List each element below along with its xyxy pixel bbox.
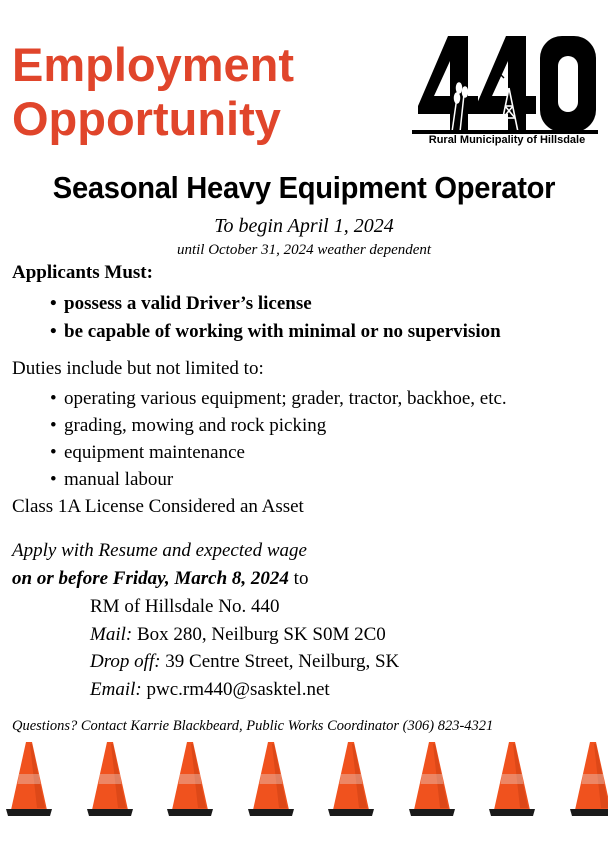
job-title: Seasonal Heavy Equipment Operator [52, 170, 556, 205]
start-date: To begin April 1, 2024 [214, 215, 394, 237]
requirement-item: • possess a valid Driver’s license [50, 290, 501, 318]
recipient: RM of Hillsdale No. 440 [90, 596, 280, 617]
deadline-date: on or before Friday, March 8, 2024 [12, 568, 289, 589]
duty-item: • grading, mowing and rock picking [50, 412, 507, 439]
traffic-cone-icon [246, 740, 296, 818]
requirements-heading: Applicants Must: [12, 262, 153, 283]
requirements-list [50, 290, 501, 346]
duty-item: • equipment maintenance [50, 439, 507, 466]
headline-line-2: Opportunity [12, 92, 281, 145]
traffic-cone-icon [4, 740, 54, 818]
traffic-cone-icon [85, 740, 135, 818]
traffic-cone-icon [326, 740, 376, 818]
traffic-cone-icon [568, 740, 608, 818]
requirement-item: • be capable of working with minimal or no supervision [50, 318, 501, 346]
email-value: pwc.rm440@sasktel.net [141, 679, 330, 700]
headline [12, 38, 294, 146]
traffic-cone-icon [165, 740, 215, 818]
email-label: Email: [90, 679, 142, 700]
duties-heading: Duties include but not limited to: [12, 358, 264, 379]
deadline-suffix: to [288, 568, 309, 589]
traffic-cone-icon [487, 740, 537, 818]
dropoff-address [90, 651, 399, 673]
duty-item: • operating various equipment; grader, tractor, backhoe, etc. [50, 385, 507, 412]
deadline-line [12, 568, 308, 590]
mail-address [90, 624, 386, 646]
questions-contact: Questions? Contact Karrie Blackbeard, Public Works Coordinator (306) 823-4321 [12, 718, 494, 734]
logo-caption: Rural Municipality of Hillsdale [428, 134, 586, 146]
duty-item: • manual labour [50, 466, 507, 493]
traffic-cone-icon [407, 740, 457, 818]
mail-label: Mail: [90, 624, 133, 645]
duties-list [50, 385, 507, 493]
dropoff-value: 39 Centre Street, Neilburg, SK [160, 651, 400, 672]
end-date: until October 31, 2024 weather dependent [176, 242, 432, 258]
mail-value: Box 280, Neilburg SK S0M 2C0 [132, 624, 386, 645]
email-address [90, 679, 330, 701]
dropoff-label: Drop off: [90, 651, 161, 672]
apply-instructions: Apply with Resume and expected wage [12, 540, 307, 561]
headline-line-1: Employment [12, 38, 295, 91]
traffic-cones-row [0, 740, 608, 830]
asset-note: Class 1A License Considered an Asset [12, 496, 304, 517]
